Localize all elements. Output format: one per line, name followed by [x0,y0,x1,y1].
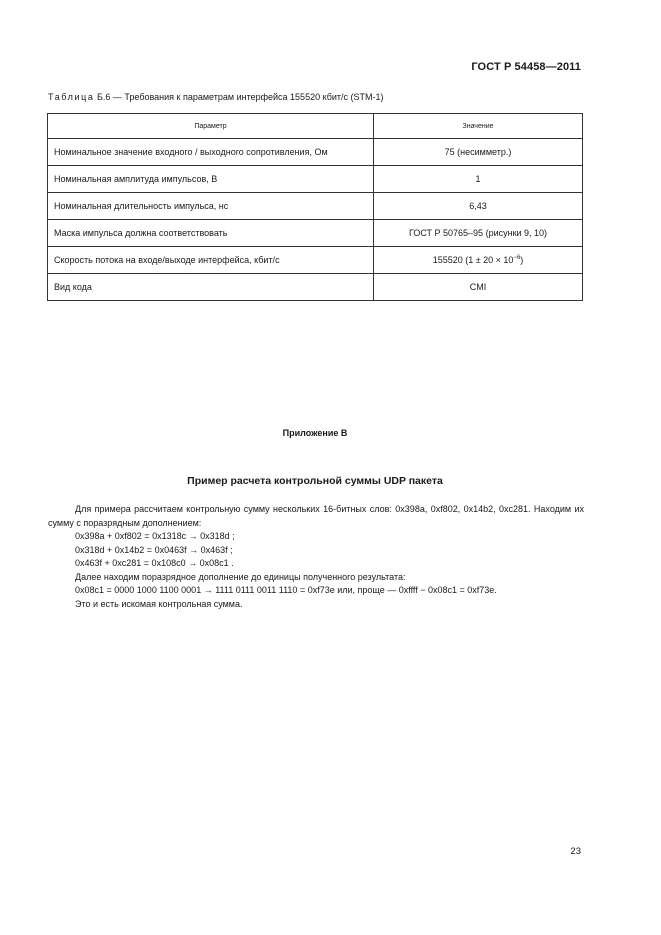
table-cell-param: Маска импульса должна соответствовать [48,220,374,247]
table-cell-value: CMI [374,274,583,301]
column-header-parameter: Параметр [48,114,374,139]
appendix-title: Приложение В [282,428,348,438]
table-header-row [48,114,583,139]
table-row [48,274,583,301]
table-cell-value: 6,43 [374,193,583,220]
calc-line-4: 0x08c1 = 0000 1000 1100 0001 → 1111 0111 0011 1110 = 0xf73e или, проще — 0xffff − 0x08c1 = 0xf73e. [75,585,497,595]
table-row [48,193,583,220]
value-main: 155520 (1 ± 20 × 10 [432,255,514,265]
page-number: 23 [570,846,581,857]
body-paragraph: Для примера рассчитаем контрольную сумму нескольких 16-битных слов: 0x398a, 0xf802, 0x14b2, 0xc281. Находим их сумму с поразрядным дополнением: [48,504,584,528]
table-row [48,220,583,247]
table-caption [48,92,384,102]
appendix-body [48,503,584,611]
calc-line-3: 0x463f + 0xc281 = 0x108c0 → 0x08c1 . [75,558,234,568]
standard-id: ГОСТ Р 54458—2011 [471,61,581,73]
calc-line-2: 0x318d + 0x14b2 = 0x0463f → 0x463f ; [75,544,233,555]
table-caption-label: Таблица [48,92,95,102]
table-cell-param: Скорость потока на входе/выходе интерфейса, кбит/с [48,247,374,274]
table-row [48,247,583,274]
parameters-table [47,113,583,301]
table-cell-param: Номинальная амплитуда импульсов, В [48,166,374,193]
appendix-heading: Пример расчета контрольной суммы UDP пакета [187,475,443,487]
body-line: Далее находим поразрядное дополнение до единицы полученного результата: [75,571,406,582]
table-cell-param: Вид кода [48,274,374,301]
table-cell-value [374,247,583,274]
table-caption-text: Б.6 — Требования к параметрам интерфейса 155520 кбит/с (STM-1) [94,92,384,102]
table-row [48,166,583,193]
column-header-value: Значение [374,114,583,139]
table-cell-value: ГОСТ Р 50765–95 (рисунки 9, 10) [374,220,583,247]
table-cell-value: 1 [374,166,583,193]
table-cell-param: Номинальная длительность импульса, нс [48,193,374,220]
value-exponent: −6 [513,255,521,261]
calc-line-1: 0x398a + 0xf802 = 0x1318c → 0x318d ; [75,531,235,541]
body-line: Это и есть искомая контрольная сумма. [75,598,243,609]
table-cell-param: Номинальное значение входного / выходного сопротивления, Ом [48,139,374,166]
table-row [48,139,583,166]
table-cell-value: 75 (несимметр.) [374,139,583,166]
value-end: ) [520,255,524,265]
